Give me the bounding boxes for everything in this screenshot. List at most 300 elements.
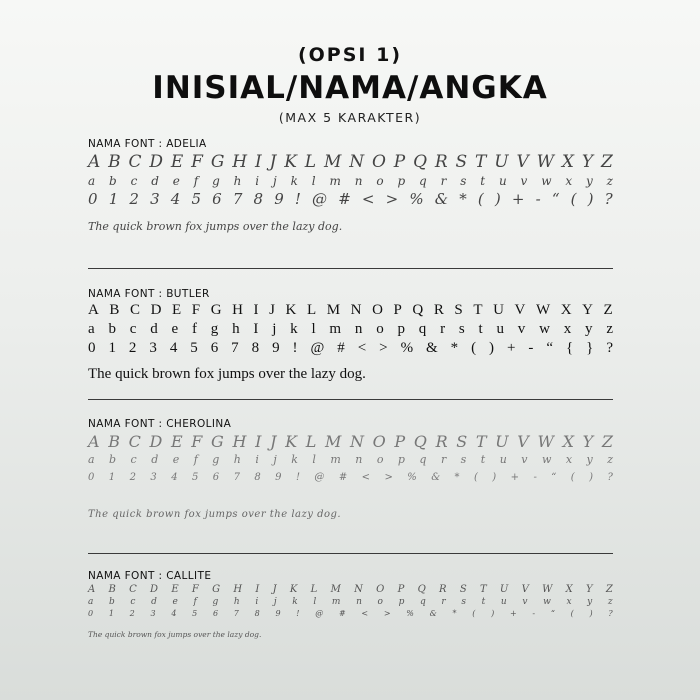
- glyph: ): [491, 609, 495, 618]
- glyph: U: [493, 302, 504, 318]
- glyph: F: [191, 584, 199, 595]
- glyph: 3: [150, 472, 157, 483]
- glyph: 8: [251, 340, 260, 356]
- glyph: u: [500, 597, 507, 607]
- glyph: F: [191, 302, 201, 318]
- glyph: U: [494, 152, 509, 172]
- glyph: P: [394, 432, 406, 451]
- glyph: y: [587, 597, 593, 607]
- glyph: !: [292, 340, 298, 356]
- glyph: I: [255, 432, 262, 451]
- glyph: “: [546, 340, 554, 356]
- glyph: K: [285, 302, 297, 318]
- glyph: t: [480, 174, 486, 188]
- glyph: z: [606, 174, 613, 188]
- glyph: w: [543, 597, 551, 607]
- glyph: e: [172, 597, 178, 607]
- glyph: +: [509, 609, 517, 618]
- glyph: v: [521, 453, 528, 466]
- glyph: *: [452, 609, 457, 618]
- sample-sentence: The quick brown fox jumps over the lazy dog.: [88, 220, 343, 233]
- glyph: a: [88, 321, 95, 337]
- glyph: <: [361, 609, 369, 618]
- glyph: b: [109, 174, 117, 188]
- glyph: 0: [88, 609, 94, 618]
- glyph: !: [296, 609, 300, 618]
- glyph: J: [269, 302, 275, 318]
- glyph: (: [570, 472, 575, 483]
- glyph: !: [295, 472, 300, 483]
- font-section-adelia: [88, 138, 613, 233]
- glyph: i: [255, 597, 259, 607]
- glyph: 3: [150, 609, 156, 618]
- font-section-butler: [88, 288, 613, 383]
- lowercase-row: [88, 174, 613, 188]
- glyph: W: [536, 152, 555, 172]
- page-title: INISIAL/NAMA/ANGKA: [152, 70, 548, 106]
- glyph: I: [253, 302, 259, 318]
- glyph: 9: [272, 340, 280, 356]
- glyph: X: [565, 584, 573, 595]
- glyph: B: [108, 432, 120, 451]
- glyph: #: [337, 340, 345, 356]
- glyph: (: [477, 190, 484, 208]
- page-subtitle: (MAX 5 KARAKTER): [278, 110, 422, 125]
- glyph: L: [305, 432, 317, 451]
- glyph: r: [441, 597, 446, 607]
- glyph: ): [494, 190, 501, 208]
- glyph: j: [272, 321, 277, 337]
- font-name-label: NAMA FONT : BUTLER: [88, 288, 210, 300]
- glyph: !: [294, 190, 301, 208]
- glyph: 4: [170, 190, 181, 208]
- glyph: J: [272, 584, 277, 595]
- glyph: 3: [149, 340, 157, 356]
- glyph: o: [376, 174, 384, 188]
- glyph: >: [385, 190, 399, 208]
- uppercase-row: [88, 302, 613, 319]
- glyph: d: [150, 321, 158, 337]
- glyph: n: [354, 174, 363, 188]
- glyph: C: [128, 152, 142, 172]
- glyph: 6: [212, 190, 222, 208]
- glyph: u: [496, 321, 504, 337]
- glyph: Y: [586, 584, 593, 595]
- glyph: S: [459, 584, 467, 595]
- glyph: p: [397, 453, 405, 466]
- glyph: N: [349, 432, 364, 451]
- glyph: V: [514, 302, 526, 318]
- glyph: N: [349, 152, 365, 172]
- glyph: C: [128, 432, 141, 451]
- glyph: m: [329, 174, 341, 188]
- glyph: -: [535, 190, 541, 208]
- glyph: e: [172, 453, 180, 466]
- glyph: k: [292, 597, 298, 607]
- font-name-label: NAMA FONT : ADELIA: [88, 138, 207, 150]
- glyph: K: [284, 152, 297, 172]
- glyph: s: [461, 597, 466, 607]
- glyph: q: [418, 321, 427, 337]
- glyph: q: [419, 174, 427, 188]
- glyph: }: [586, 340, 594, 356]
- glyph: s: [458, 321, 465, 337]
- glyph: K: [285, 432, 298, 451]
- glyph: +: [511, 190, 525, 208]
- glyph: 6: [212, 609, 219, 618]
- font-name-label: NAMA FONT : CHEROLINA: [88, 418, 232, 430]
- glyph: D: [150, 302, 162, 318]
- glyph: k: [290, 174, 298, 188]
- glyph: E: [170, 152, 184, 172]
- divider: [88, 553, 613, 554]
- glyph: 7: [233, 609, 239, 618]
- glyph: t: [481, 597, 486, 607]
- glyph: L: [306, 302, 317, 318]
- glyph: D: [149, 432, 163, 451]
- symbols-row: [88, 190, 613, 208]
- glyph: l: [313, 597, 317, 607]
- glyph: S: [454, 302, 463, 318]
- glyph: 9: [275, 472, 282, 483]
- glyph: H: [233, 584, 243, 595]
- glyph: g: [212, 174, 220, 188]
- glyph: <: [357, 340, 367, 356]
- glyph: P: [397, 584, 405, 595]
- glyph: Q: [413, 432, 427, 451]
- glyph: v: [520, 174, 528, 188]
- glyph: Q: [413, 152, 427, 172]
- glyph: 5: [190, 340, 198, 356]
- font-section-callite: [88, 570, 613, 639]
- glyph: w: [541, 174, 552, 188]
- glyph: O: [371, 152, 386, 172]
- glyph: b: [109, 597, 115, 607]
- glyph: 8: [254, 609, 260, 618]
- glyph: S: [456, 432, 468, 451]
- glyph: u: [498, 174, 507, 188]
- glyph: “: [551, 472, 557, 483]
- glyph: r: [440, 453, 447, 466]
- glyph: 0: [88, 190, 98, 208]
- glyph: n: [356, 597, 362, 607]
- symbols-row: [88, 609, 613, 618]
- glyph: @: [312, 190, 328, 208]
- glyph: (: [472, 609, 476, 618]
- glyph: 4: [171, 472, 178, 483]
- glyph: ?: [607, 472, 613, 483]
- glyph: c: [130, 597, 136, 607]
- glyph: r: [440, 321, 446, 337]
- glyph: h: [233, 597, 240, 607]
- glyph: 8: [253, 190, 264, 208]
- glyph: -: [533, 472, 537, 483]
- glyph: O: [372, 302, 383, 318]
- glyph: ?: [606, 340, 613, 356]
- glyph: c: [130, 453, 137, 466]
- glyph: T: [475, 152, 487, 172]
- glyph: A: [88, 152, 101, 172]
- glyph: M: [326, 302, 341, 318]
- glyph: E: [171, 584, 179, 595]
- uppercase-row: [88, 432, 613, 451]
- glyph: Z: [603, 302, 613, 318]
- glyph: x: [565, 174, 573, 188]
- glyph: W: [542, 584, 553, 595]
- glyph: E: [170, 432, 183, 451]
- glyph: z: [607, 453, 613, 466]
- glyph: <: [361, 472, 371, 483]
- glyph: R: [434, 152, 448, 172]
- symbols-row: [88, 340, 613, 357]
- glyph: Z: [600, 152, 613, 172]
- glyph: j: [273, 453, 277, 466]
- glyph: J: [269, 152, 277, 172]
- glyph: j: [273, 597, 277, 607]
- glyph: o: [377, 597, 383, 607]
- glyph: 2: [129, 472, 136, 483]
- glyph: V: [521, 584, 529, 595]
- glyph: A: [88, 302, 99, 318]
- glyph: B: [109, 302, 120, 318]
- glyph: w: [539, 321, 550, 337]
- glyph: #: [338, 190, 351, 208]
- glyph: l: [311, 321, 316, 337]
- glyph: 0: [88, 340, 96, 356]
- glyph: &: [434, 190, 449, 208]
- divider: [88, 399, 613, 400]
- glyph: T: [479, 584, 487, 595]
- glyph: W: [535, 302, 551, 318]
- glyph: ): [587, 190, 594, 208]
- sample-sentence: The quick brown fox jumps over the lazy dog.: [88, 366, 366, 382]
- glyph: f: [193, 174, 199, 188]
- glyph: T: [473, 302, 483, 318]
- glyph: ): [589, 472, 594, 483]
- glyph: &: [429, 609, 437, 618]
- glyph: c: [129, 321, 137, 337]
- glyph: I: [254, 152, 262, 172]
- glyph: a: [88, 174, 96, 188]
- glyph: *: [459, 190, 467, 208]
- glyph: w: [541, 453, 552, 466]
- glyph: y: [586, 453, 593, 466]
- glyph: B: [108, 152, 121, 172]
- glyph: f: [193, 597, 197, 607]
- glyph: %: [409, 190, 424, 208]
- glyph: I: [255, 584, 260, 595]
- glyph: z: [607, 597, 613, 607]
- glyph: M: [323, 152, 342, 172]
- glyph: x: [563, 321, 572, 337]
- glyph: h: [233, 174, 242, 188]
- glyph: i: [255, 453, 259, 466]
- glyph: Q: [412, 302, 424, 318]
- glyph: U: [495, 432, 509, 451]
- glyph: q: [420, 597, 426, 607]
- glyph: h: [233, 453, 241, 466]
- glyph: d: [151, 597, 157, 607]
- glyph: 5: [191, 190, 201, 208]
- glyph: B: [108, 584, 116, 595]
- glyph: T: [475, 432, 487, 451]
- glyph: *: [450, 340, 459, 356]
- glyph: 2: [129, 190, 139, 208]
- glyph: +: [507, 340, 516, 356]
- glyph: %: [407, 472, 417, 483]
- glyph: q: [419, 453, 427, 466]
- glyph: 4: [169, 340, 178, 356]
- glyph: Q: [417, 584, 426, 595]
- glyph: >: [384, 472, 393, 483]
- glyph: O: [376, 584, 385, 595]
- glyph: s: [460, 453, 467, 466]
- glyph: J: [270, 432, 277, 451]
- glyph: G: [210, 152, 225, 172]
- glyph: A: [88, 432, 100, 451]
- glyph: F: [191, 152, 203, 172]
- glyph: a: [88, 453, 95, 466]
- glyph: s: [460, 174, 467, 188]
- glyph: (: [473, 472, 478, 483]
- glyph: X: [562, 432, 574, 451]
- glyph: t: [478, 321, 483, 337]
- glyph: g: [210, 321, 219, 337]
- glyph: G: [210, 302, 222, 318]
- sample-sentence: The quick brown fox jumps over the lazy dog.: [88, 630, 262, 639]
- glyph: 3: [150, 190, 160, 208]
- glyph: #: [338, 609, 346, 618]
- glyph: C: [130, 302, 141, 318]
- glyph: y: [586, 174, 593, 188]
- glyph: o: [376, 321, 384, 337]
- glyph: <: [361, 190, 375, 208]
- glyph: 2: [129, 609, 135, 618]
- glyph: d: [151, 453, 159, 466]
- glyph: G: [212, 584, 221, 595]
- glyph: i: [255, 174, 260, 188]
- glyph: p: [397, 321, 405, 337]
- glyph: U: [499, 584, 509, 595]
- glyph: e: [171, 321, 179, 337]
- glyph: X: [560, 302, 572, 318]
- glyph: 6: [212, 472, 220, 483]
- glyph: 2: [128, 340, 137, 356]
- lowercase-row: [88, 597, 613, 607]
- glyph: H: [232, 152, 248, 172]
- glyph: %: [406, 609, 414, 618]
- glyph: 9: [274, 190, 284, 208]
- glyph: v: [517, 321, 526, 337]
- glyph: R: [439, 584, 447, 595]
- glyph: ): [489, 340, 495, 356]
- glyph: @: [314, 472, 325, 483]
- glyph: L: [310, 584, 318, 595]
- glyph: 7: [233, 472, 240, 483]
- glyph: ?: [604, 190, 613, 208]
- glyph: R: [433, 302, 444, 318]
- glyph: b: [109, 453, 117, 466]
- glyph: r: [440, 174, 447, 188]
- glyph: a: [88, 597, 94, 607]
- glyph: A: [88, 584, 96, 595]
- glyph: D: [149, 152, 164, 172]
- divider: [88, 268, 613, 269]
- glyph: 4: [171, 609, 177, 618]
- glyph: &: [431, 472, 441, 483]
- glyph: p: [398, 597, 405, 607]
- glyph: 1: [108, 340, 116, 356]
- glyph: b: [108, 321, 116, 337]
- glyph: H: [232, 302, 243, 318]
- glyph: 5: [192, 609, 198, 618]
- glyph: m: [331, 597, 341, 607]
- glyph: O: [372, 432, 386, 451]
- glyph: “: [550, 609, 555, 618]
- glyph: o: [376, 453, 384, 466]
- glyph: (: [471, 340, 477, 356]
- glyph: ): [589, 609, 593, 618]
- glyph: M: [324, 432, 342, 451]
- glyph: 0: [88, 472, 95, 483]
- glyph: I: [253, 321, 259, 337]
- uppercase-row: [88, 584, 613, 595]
- glyph: d: [151, 174, 159, 188]
- glyph: (: [570, 190, 577, 208]
- glyph: &: [426, 340, 438, 356]
- glyph: n: [354, 321, 363, 337]
- glyph: R: [435, 432, 448, 451]
- glyph: >: [379, 340, 388, 356]
- glyph: 7: [231, 340, 239, 356]
- glyph: W: [537, 432, 554, 451]
- glyph: D: [150, 584, 159, 595]
- glyph: E: [172, 302, 182, 318]
- glyph: k: [291, 453, 298, 466]
- font-section-cherolina: [88, 418, 613, 520]
- glyph: X: [561, 152, 575, 172]
- glyph: H: [232, 432, 247, 451]
- glyph: Y: [582, 432, 594, 451]
- glyph: V: [516, 152, 529, 172]
- glyph: 1: [108, 609, 114, 618]
- glyph: x: [566, 597, 572, 607]
- glyph: ?: [608, 609, 613, 618]
- glyph: {: [566, 340, 574, 356]
- glyph: z: [606, 321, 613, 337]
- glyph: l: [311, 174, 316, 188]
- lowercase-row: [88, 453, 613, 466]
- glyph: P: [393, 152, 406, 172]
- glyph: C: [129, 584, 137, 595]
- glyph: v: [522, 597, 528, 607]
- glyph: 7: [232, 190, 243, 208]
- glyph: k: [290, 321, 298, 337]
- glyph: Z: [601, 432, 613, 451]
- glyph: 9: [275, 609, 281, 618]
- glyph: +: [510, 472, 520, 483]
- glyph: N: [354, 584, 363, 595]
- header: [0, 44, 700, 125]
- sample-sentence: The quick brown fox jumps over the lazy dog.: [88, 509, 342, 520]
- glyph: *: [454, 472, 460, 483]
- glyph: Z: [605, 584, 613, 595]
- glyph: y: [585, 321, 593, 337]
- glyph: 1: [108, 190, 119, 208]
- glyph: m: [330, 453, 341, 466]
- glyph: u: [499, 453, 507, 466]
- glyph: (: [570, 609, 574, 618]
